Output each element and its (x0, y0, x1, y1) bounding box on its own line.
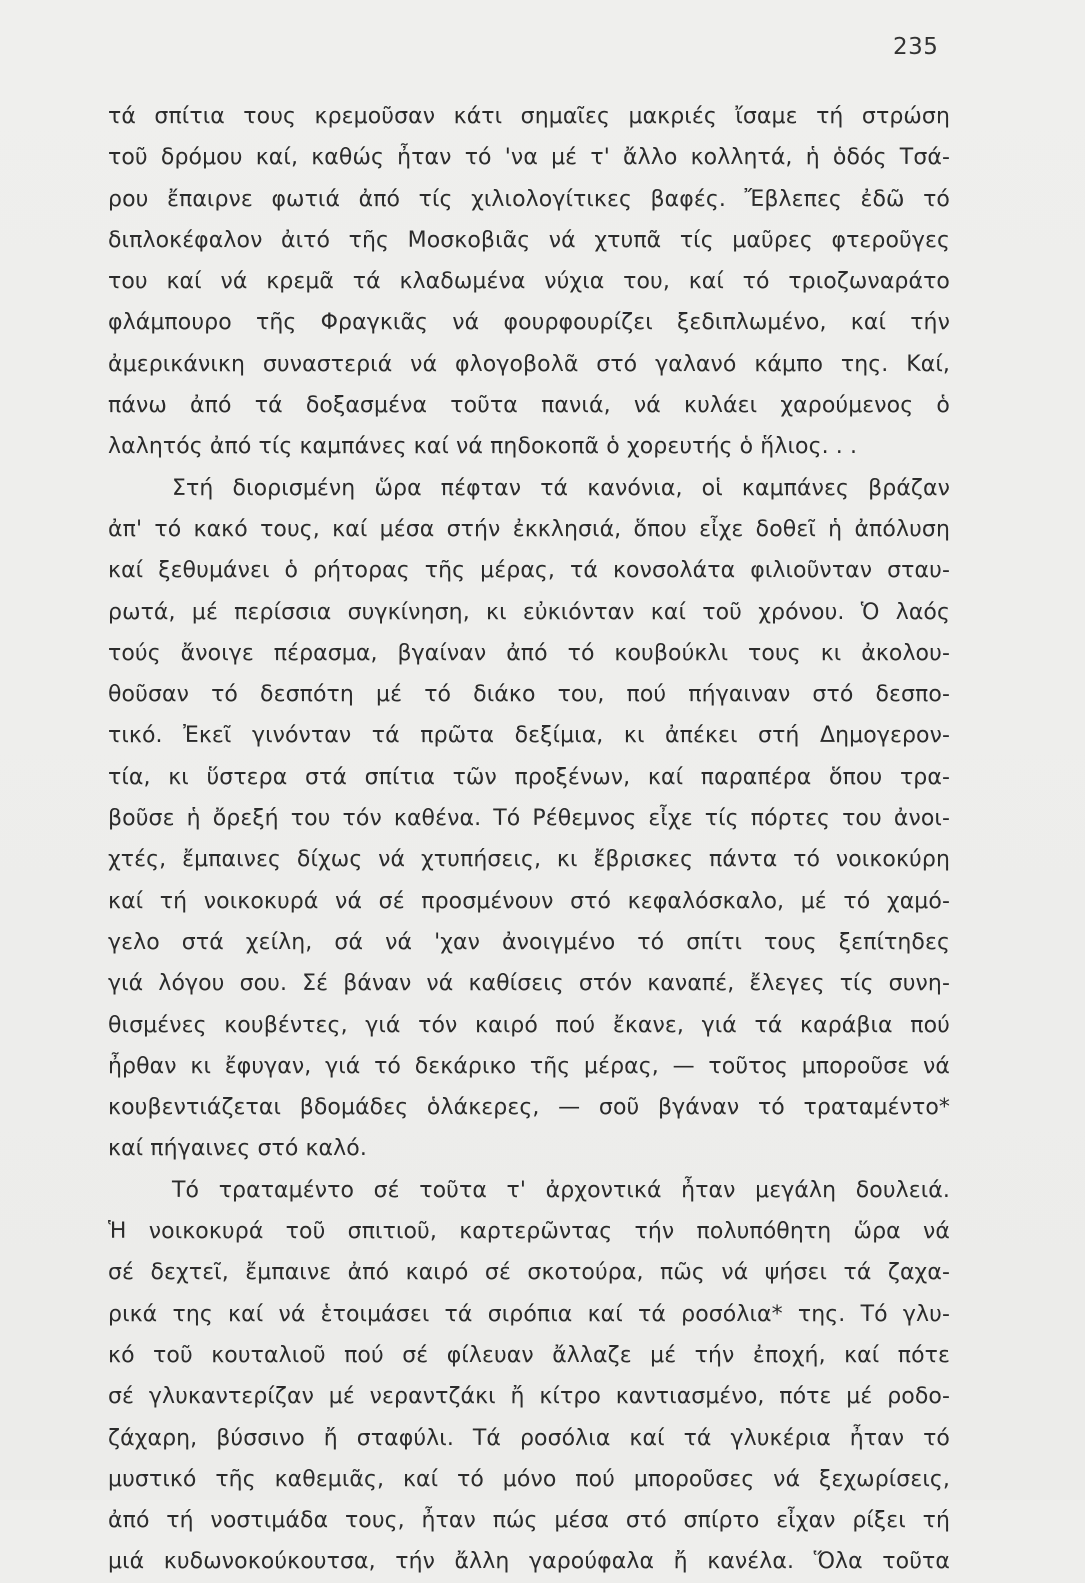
text-line: ρικά της καί νά ἑτοιμάσει τά σιρόπια καί τά ροσόλια* της. Τό γλυ- (108, 1301, 950, 1327)
text-line: τούς ἄνοιγε πέρασμα, βγαίναν ἀπό τό κουβούκλι τους κι ἀκολου- (108, 640, 950, 666)
text-line: μιά κυδωνοκούκουτσα, τήν ἄλλη γαρούφαλα ἤ κανέλα. Ὅλα τοῦτα (108, 1549, 950, 1575)
text-line: λαλητός ἀπό τίς καμπάνες καί νά πηδοκοπᾶ ὁ χορευτής ὁ ἥλιος. . . (108, 434, 858, 460)
text-line: ζάχαρη, βύσσινο ἤ σταφύλι. Τά ροσόλια καί τά γλυκέρια ἦταν τό (108, 1425, 950, 1451)
text-line: ἀμερικάνικη συναστεριά νά φλογοβολᾶ στό γαλανό κάμπο της. Καί, (108, 351, 950, 377)
text-line: ἀπ' τό κακό τους, καί μέσα στήν ἐκκλησιά, ὅπου εἶχε δοθεῖ ἡ ἀπόλυση (108, 516, 950, 542)
text-line: καί τή νοικοκυρά νά σέ προσμένουν στό κεφαλόσκαλο, μέ τό χαμό- (108, 888, 950, 914)
text-line: γελο στά χείλη, σά νά 'χαν ἀνοιγμένο τό σπίτι τους ξεπίτηδες (108, 929, 950, 955)
text-line: γιά λόγου σου. Σέ βάναν νά καθίσεις στόν καναπέ, ἔλεγες τίς συνη- (108, 971, 950, 997)
text-line: Ἡ νοικοκυρά τοῦ σπιτιοῦ, καρτερῶντας τήν πολυπόθητη ὥρα νά (108, 1219, 950, 1245)
text-line: θοῦσαν τό δεσπότη μέ τό διάκο του, πού πήγαιναν στό δεσπο- (108, 682, 950, 708)
text-line: Τό τραταμέντο σέ τοῦτα τ' ἀρχοντικά ἦταν μεγάλη δουλειά. (172, 1177, 950, 1203)
text-line: βοῦσε ἡ ὄρεξή του τόν καθένα. Τό Ρέθεμνος εἶχε τίς πόρτες του ἀνοι- (108, 806, 950, 832)
body-text (108, 96, 950, 1583)
text-line: μυστικό τῆς καθεμιᾶς, καί τό μόνο πού μποροῦσες νά ξεχωρίσεις, (108, 1466, 950, 1492)
text-line: ἀπό τή νοστιμάδα τους, ἦταν πώς μέσα στό σπίρτο εἶχαν ρίξει τή (108, 1508, 950, 1534)
text-line: πάνω ἀπό τά δοξασμένα τοῦτα πανιά, νά κυλάει χαρούμενος ὁ (108, 393, 950, 419)
text-line: σέ δεχτεῖ, ἔμπαινε ἀπό καιρό σέ σκοτούρα, πῶς νά ψήσει τά ζαχα- (108, 1260, 950, 1286)
text-line: σέ γλυκαντερίζαν μέ νεραντζάκι ἤ κίτρο καντιασμένο, πότε μέ ροδο- (108, 1384, 950, 1410)
text-line: ἦρθαν κι ἔφυγαν, γιά τό δεκάρικο τῆς μέρας, — τοῦτος μποροῦσε νά (108, 1053, 950, 1079)
text-line: χτές, ἔμπαινες δίχως νά χτυπήσεις, κι ἔβρισκες πάντα τό νοικοκύρη (108, 847, 950, 873)
text-line: ρου ἔπαιρνε φωτιά ἀπό τίς χιλιολογίτικες βαφές. Ἔβλεπες ἐδῶ τό (108, 186, 950, 212)
text-line: θισμένες κουβέντες, γιά τόν καιρό πού ἔκανε, γιά τά καράβια πού (108, 1012, 950, 1038)
text-line: ρωτά, μέ περίσσια συγκίνηση, κι εὐκιόνταν καί τοῦ χρόνου. Ὁ λαός (108, 599, 950, 625)
text-line: καί πήγαινες στό καλό. (108, 1136, 367, 1162)
text-line: φλάμπουρο τῆς Φραγκιᾶς νά φουρφουρίζει ξεδιπλωμένο, καί τήν (108, 310, 950, 336)
text-line: διπλοκέφαλον ἀιτό τῆς Μοσκοβιᾶς νά χτυπᾶ τίς μαῦρες φτεροῦγες (108, 227, 950, 253)
text-line: κουβεντιάζεται βδομάδες ὁλάκερες, — σοῦ βγάναν τό τραταμέντο* (108, 1095, 950, 1121)
text-line: τία, κι ὕστερα στά σπίτια τῶν προξένων, καί παραπέρα ὅπου τρα- (108, 764, 950, 790)
text-line: του καί νά κρεμᾶ τά κλαδωμένα νύχια του, καί τό τριοζωναράτο (108, 269, 950, 295)
text-line: καί ξεθυμάνει ὁ ρήτορας τῆς μέρας, τά κονσολάτα φιλιοῦνταν σταυ- (108, 558, 950, 584)
text-line: τά σπίτια τους κρεμοῦσαν κάτι σημαῖες μακριές ἴσαμε τή στρώση (108, 104, 950, 129)
page-number: 235 (893, 34, 939, 60)
text-line: Στή διορισμένη ὥρα πέφταν τά κανόνια, οἱ καμπάνες βράζαν (172, 475, 950, 501)
text-line: τικό. Ἐκεῖ γινόνταν τά πρῶτα δεξίμια, κι ἀπέκει στή Δημογερον- (108, 723, 950, 749)
text-line: κό τοῦ κουταλιοῦ πού σέ φίλευαν ἄλλαζε μέ τήν ἐποχή, καί πότε (108, 1342, 950, 1368)
text-line: τοῦ δρόμου καί, καθώς ἦταν τό 'να μέ τ' ἄλλο κολλητά, ἡ ὁδός Τσά- (108, 145, 950, 171)
